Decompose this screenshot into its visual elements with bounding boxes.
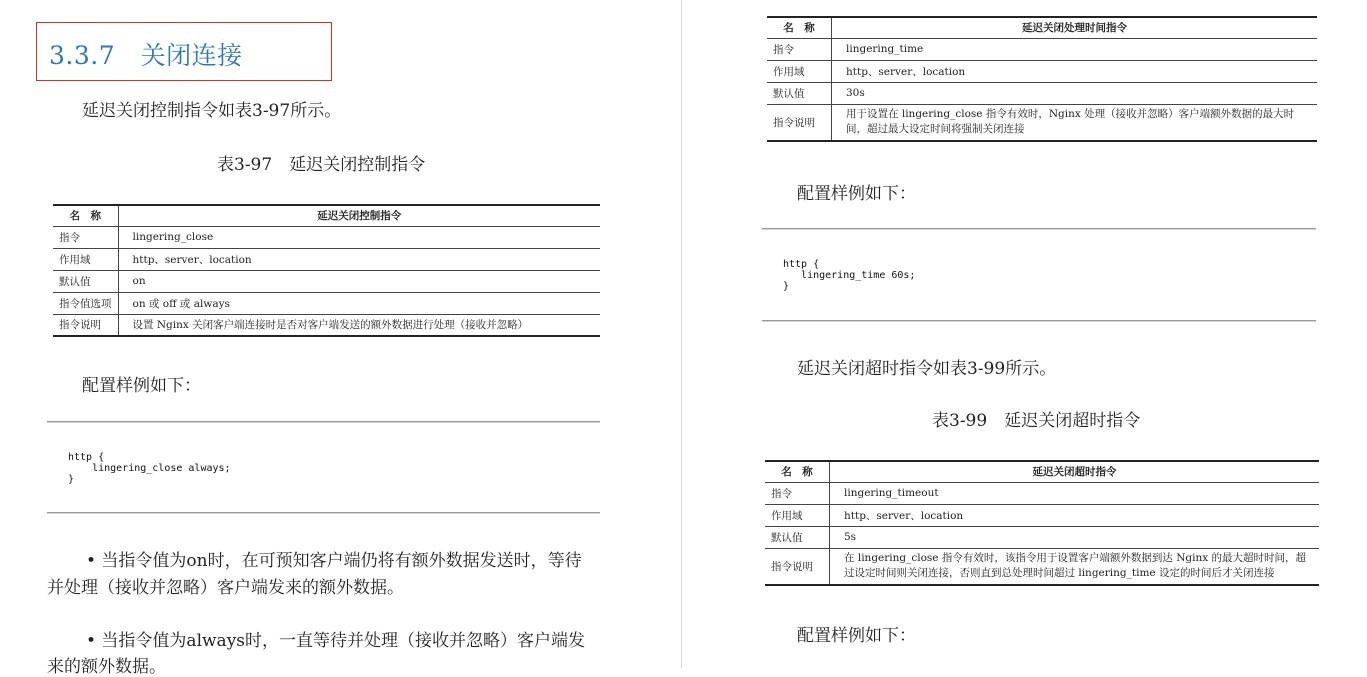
row-key: 指令值选项 — [53, 292, 118, 314]
row-value: http、server、location — [832, 60, 1318, 82]
table-row — [53, 248, 600, 270]
bullet-on-line2: 并处理（接收并忽略）客户端发来的额外数据。 — [47, 578, 404, 598]
header-name: 名 称 — [767, 17, 832, 38]
table-row — [53, 292, 600, 314]
row-key: 指令说明 — [53, 314, 118, 336]
table-row — [767, 38, 1317, 60]
table-row — [765, 526, 1319, 548]
example-label-1: 配置样例如下： — [797, 184, 916, 204]
example-label: 配置样例如下： — [82, 376, 201, 396]
table-row — [767, 104, 1317, 141]
section-title-box — [36, 22, 332, 81]
row-value: 用于设置在 lingering_close 指令有效时，Nginx 处理（接收并忽略）客户端额外数据的最大时间，超过最大设定时间将强制关闭连接 — [832, 104, 1318, 141]
table-row — [767, 82, 1317, 104]
row-value: 30s — [832, 82, 1318, 104]
row-value: 在 lingering_close 指令有效时，该指令用于设置客户端额外数据到达 Nginx 的最大超时时间，超过设定时间则关闭连接，否则直到总处理时间超过 lingering_time 设定的时间后才关闭连接 — [830, 548, 1320, 585]
row-value: http、server、location — [830, 504, 1320, 526]
table-row — [765, 548, 1319, 585]
header-title: 延迟关闭处理时间指令 — [832, 17, 1318, 38]
header-title: 延迟关闭超时指令 — [830, 461, 1320, 482]
row-key: 默认值 — [53, 270, 118, 292]
table-caption: 表3-97 延迟关闭控制指令 — [217, 155, 426, 175]
table-row — [53, 226, 600, 248]
row-key: 指令说明 — [767, 104, 832, 141]
row-value: lingering_time — [832, 38, 1318, 60]
code-rule-bottom — [47, 512, 600, 514]
table-row — [53, 270, 600, 292]
table-header-row — [765, 461, 1319, 482]
header-title: 延迟关闭控制指令 — [118, 205, 600, 226]
lingering-timeout-table — [765, 460, 1319, 586]
code-rule-bottom — [762, 320, 1316, 322]
bullet-on-line1: • 当指令值为on时，在可预知客户端仍将有额外数据发送时，等待 — [86, 551, 582, 571]
code-block: http { lingering_time 60s; } — [783, 259, 916, 292]
table-row — [767, 60, 1317, 82]
control-directive-table — [53, 204, 600, 337]
row-key: 指令说明 — [765, 548, 830, 585]
row-key: 指令 — [767, 38, 832, 60]
lingering-time-table — [767, 16, 1317, 142]
table-row — [765, 482, 1319, 504]
row-value: lingering_timeout — [830, 482, 1320, 504]
intro-text: 延迟关闭控制指令如表3-97所示。 — [82, 101, 342, 121]
row-value: lingering_close — [118, 226, 600, 248]
row-key: 默认值 — [765, 526, 830, 548]
row-value: 5s — [830, 526, 1320, 548]
table-caption-2: 表3-99 延迟关闭超时指令 — [932, 411, 1141, 431]
example-label-2: 配置样例如下： — [797, 626, 916, 646]
row-value: http、server、location — [118, 248, 600, 270]
row-key: 作用域 — [767, 60, 832, 82]
bullet-always-line1: • 当指令值为always时，一直等待并处理（接收并忽略）客户端发 — [86, 631, 586, 651]
table-header-row — [767, 17, 1317, 38]
header-name: 名 称 — [765, 461, 830, 482]
row-value: 设置 Nginx 关闭客户端连接时是否对客户端发送的额外数据进行处理（接收并忽略） — [118, 314, 600, 336]
row-key: 指令 — [765, 482, 830, 504]
page-divider — [681, 0, 682, 668]
intro-text-2: 延迟关闭超时指令如表3-99所示。 — [797, 359, 1057, 379]
code-rule-top — [47, 421, 600, 423]
table-row — [765, 504, 1319, 526]
header-name: 名 称 — [53, 205, 118, 226]
bullet-always-line2: 来的额外数据。 — [47, 657, 166, 677]
code-rule-top — [762, 228, 1316, 230]
code-block: http { lingering_close always; } — [68, 452, 231, 485]
section-title: 3.3.7 关闭连接 — [49, 41, 243, 70]
table-header-row — [53, 205, 600, 226]
row-key: 作用域 — [53, 248, 118, 270]
row-key: 默认值 — [767, 82, 832, 104]
table-row — [53, 314, 600, 336]
row-key: 作用域 — [765, 504, 830, 526]
row-key: 指令 — [53, 226, 118, 248]
row-value: on — [118, 270, 600, 292]
row-value: on 或 off 或 always — [118, 292, 600, 314]
